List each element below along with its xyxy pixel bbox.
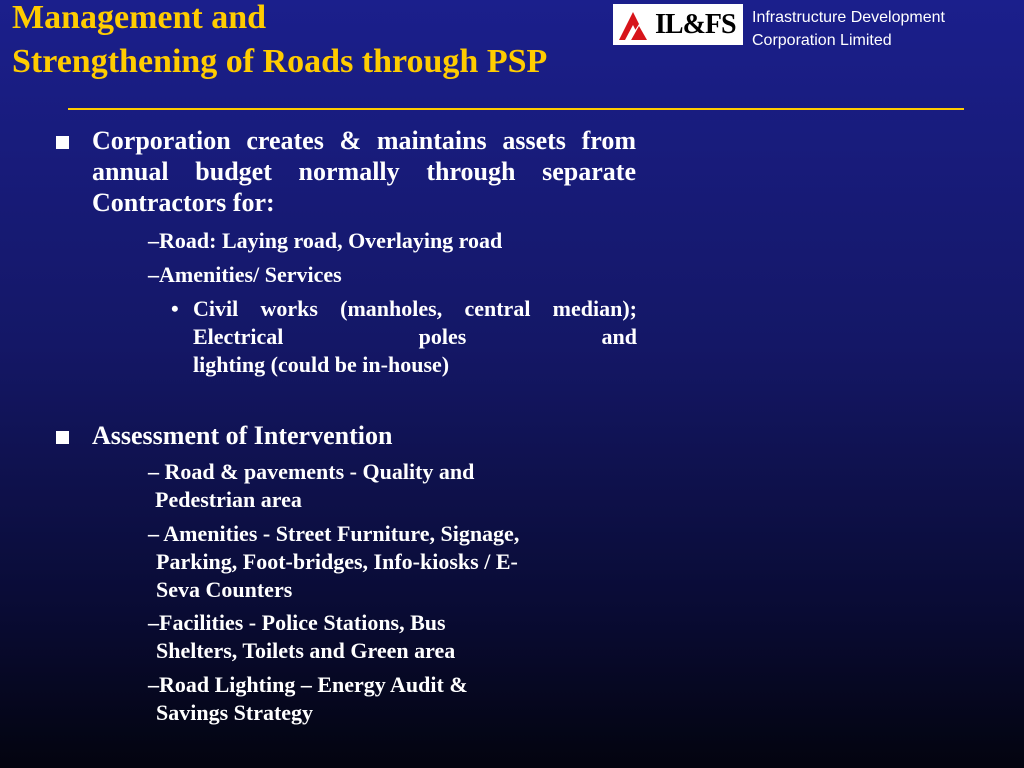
list-item-amenities-line-1: – Amenities - Street Furniture, Signage, [148,521,520,546]
organization-name [752,6,1022,52]
list-item-amenities-line-3: Seva Counters [156,577,293,602]
logo-wordmark: IL&FS [655,8,736,40]
triangle-logo-icon [617,8,653,42]
square-bullet-icon [56,136,69,149]
list-item-lighting-line-1: –Road Lighting – Energy Audit & [148,672,468,697]
list-item-road-line-1: – Road & pavements - Quality and [148,459,475,484]
bullet-corporation: Corporation creates & maintains assets from annual budget normally through separate Contractors for: [92,126,636,217]
org-name-line-2: Corporation Limited [752,32,892,49]
sub-bullet-road: –Road: Laying road, Overlaying road [148,228,503,253]
list-item-lighting-line-2: Savings Strategy [156,700,314,725]
title-underline [68,108,964,110]
bullet-assessment: Assessment of Intervention [92,421,393,450]
title-line-2: Strengthening of Roads through PSP [12,43,548,80]
list-item-facilities-line-2: Shelters, Toilets and Green area [156,638,456,663]
list-item-facilities-line-1: –Facilities - Police Stations, Bus [148,610,446,635]
subsub-civil-works-line-1: Civil works (manholes, central median); Electrical poles and [193,296,637,349]
org-name-line-1: Infrastructure Development [752,9,945,26]
square-bullet-icon [56,431,69,444]
subsub-civil-works-line-2: lighting (could be in-house) [193,352,450,377]
title-line-1: Management and [12,0,267,36]
dot-bullet-icon: • [171,296,179,321]
company-logo [613,4,743,45]
list-item-amenities-line-2: Parking, Foot-bridges, Info-kiosks / E- [156,549,518,574]
list-item-road-line-2: Pedestrian area [155,487,302,512]
slide-title [12,0,547,84]
sub-bullet-amenities: –Amenities/ Services [148,262,342,287]
